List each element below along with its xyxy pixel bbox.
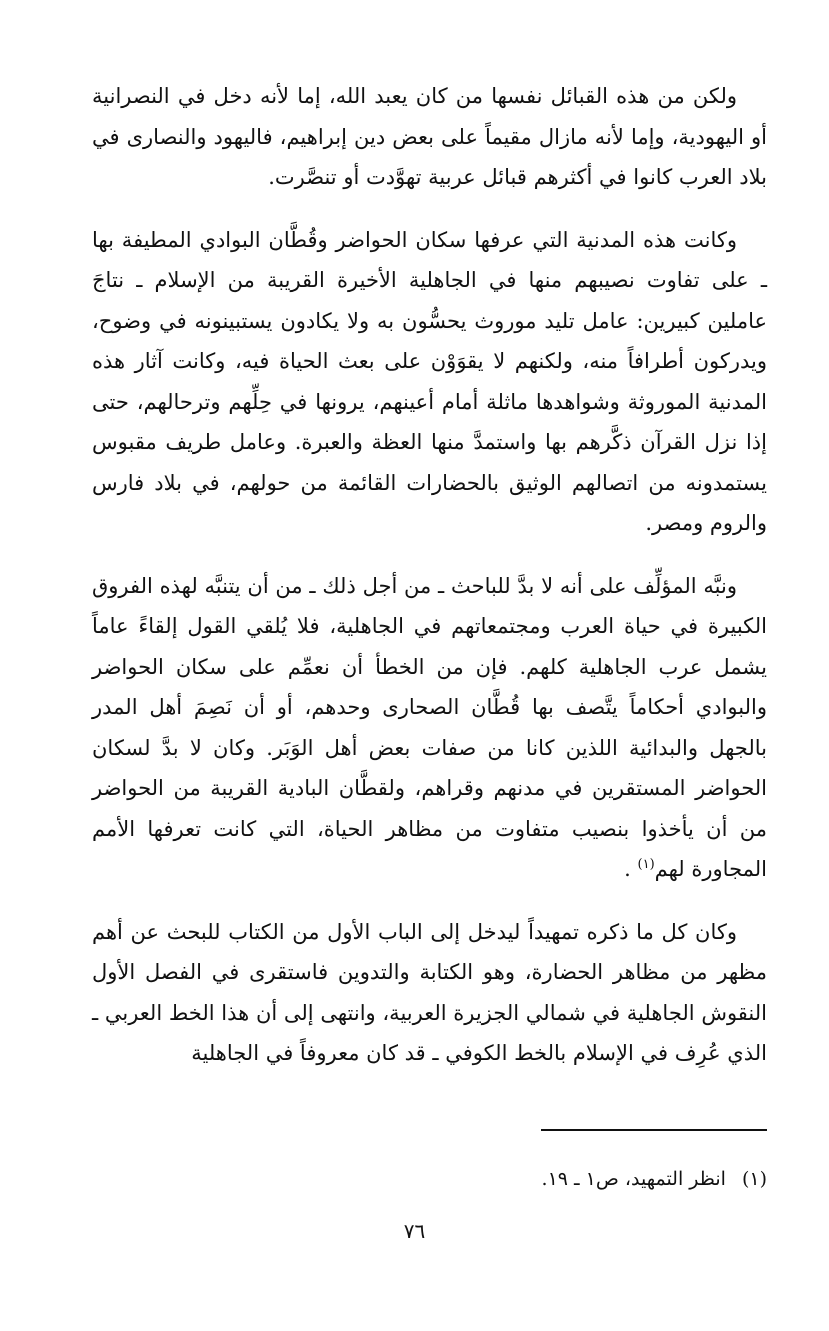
footnote-number: (١)	[741, 1168, 767, 1190]
footnote-text: انظر التمهيد، ص١ ـ ١٩.	[541, 1168, 726, 1190]
paragraph-3-end: .	[624, 857, 631, 881]
paragraph-3	[92, 566, 767, 890]
footnote-separator	[541, 1129, 767, 1131]
footnote-reference: (١)	[637, 857, 655, 872]
paragraph-3-text: ونبَّه المؤلِّف على أنه لا بدَّ للباحث ـ من أجل ذلك ـ من أن يتنبَّه لهذه الفروق الكبيرة في حياة العرب ومجتمعاتهم في الجاهلية، فلا يُلقي القول إلقاءً عاماً يشمل عرب الجاهلية كلهم. فإن من الخطأ أن نعمِّم على سكان الحواضر والبوادي أحكاماً يتَّصف بها قُطَّان الصحارى وحدهم، أو أن نَصِمَ أهل المدر بالجهل والبدائية اللذين كانا من صفات بعض أهل الوَبَر. وكان لا بدَّ لسكان الحواضر المستقرين في مدنهم وقراهم، ولقطَّان البادية القريبة من الحواضر من أن يأخذوا بنصيب متفاوت من مظاهر الحياة، التي كانت تعرفها الأمم المجاورة لهم	[92, 573, 767, 881]
body-text	[92, 76, 767, 1096]
page-number: ٧٦	[403, 1219, 426, 1243]
paragraph-2: وكانت هذه المدنية التي عرفها سكان الحواضر وقُطَّان البوادي المطيفة بها ـ على تفاوت نصيبهم منها في الجاهلية الأخيرة القريبة من الإسلام ـ نتاجَ عاملين كبيرين: عامل تليد موروث يحسُّون به ولا يكادون يستبينونه في وضوح، ويدركون أطرافاً منه، ولكنهم لا يقوَوْن على بعث الحياة فيه، وكانت آثار هذه المدنية الموروثة وشواهدها ماثلة أمام أعينهم، يرونها في حِلِّهم وترحالهم، حتى إذا نزل القرآن ذكَّرهم بها واستمدَّ منها العظة والعبرة. وعامل طريف مقبوس يستمدونه من اتصالهم الوثيق بالحضارات القائمة من حولهم، في بلاد فارس والروم ومصر.	[92, 227, 767, 535]
footnote	[542, 1166, 767, 1192]
paragraph-4: وكان كل ما ذكره تمهيداً ليدخل إلى الباب الأول من الكتاب للبحث عن أهم مظهر من مظاهر الحضارة، وهو الكتابة والتدوين فاستقرى في الفصل الأول النقوش الجاهلية في شمالي الجزيرة العربية، وانتهى إلى أن هذا الخط العربي ـ الذي عُرِف في الإسلام بالخط الكوفي ـ قد كان معروفاً في الجاهلية	[92, 919, 767, 1065]
paragraph-1: ولكن من هذه القبائل نفسها من كان يعبد الله، إما لأنه دخل في النصرانية أو اليهودية، وإما لأنه مازال مقيماً على بعض دين إبراهيم، فاليهود والنصارى في بلاد العرب كانوا في أكثرهم قبائل عربية تهوَّدت أو تنصَّرت.	[92, 84, 767, 189]
